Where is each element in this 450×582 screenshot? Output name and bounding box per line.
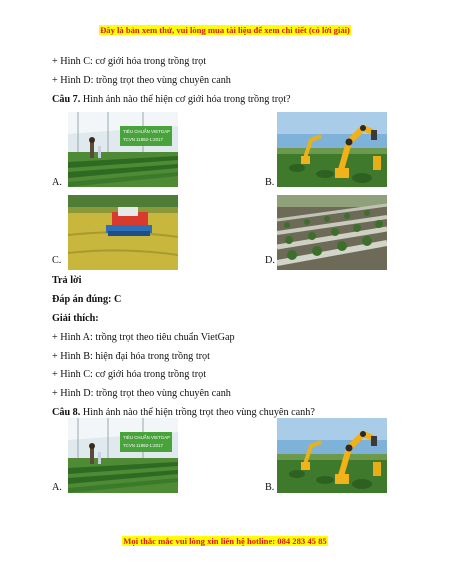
figure-greenhouse-vietgap <box>68 112 178 187</box>
option-d-label: D. <box>265 255 275 266</box>
figure-greenhouse-vietgap-q8 <box>68 418 178 493</box>
question-8-text: Hình ảnh nào thể hiện trồng trọt theo vùng chuyên canh? <box>80 407 315 418</box>
figure-specialized-rows <box>277 195 387 270</box>
explanation-c: + Hình C: cơ giới hóa trong trồng trọt <box>52 369 207 380</box>
figure-robot-arms <box>277 112 387 187</box>
answer-heading: Trả lời <box>52 275 82 286</box>
question-7-text: Hình ảnh nào thể hiện cơ giới hóa trong trồng trọt? <box>80 94 291 105</box>
option-b-label: B. <box>265 177 275 188</box>
vietgap-sign-line1-q8: TIÊU CHUẨN VIETGAP <box>123 435 171 440</box>
explanation-b: + Hình B: hiện đại hóa trong trồng trọt <box>52 351 210 362</box>
question-8-label: Câu 8. <box>52 407 81 418</box>
option-a-label-q8: A. <box>52 482 62 493</box>
figure-robot-arms-q8 <box>277 418 387 493</box>
hotline-banner: Mọi thắc mắc vui lòng xin liên hệ hotline: 084 283 45 85 <box>123 536 327 546</box>
vietgap-sign-line1: TIÊU CHUẨN VIETGAP <box>123 129 171 134</box>
question-7-label: Câu 7. <box>52 94 81 105</box>
vietgap-sign-line2: TCVN 11892-1:2017 <box>123 137 163 142</box>
option-b-label-q8: B. <box>265 482 275 493</box>
correct-answer: Đáp án đúng: C <box>52 294 122 305</box>
explanation-a: + Hình A: trồng trọt theo tiêu chuẩn VietGap <box>52 332 235 343</box>
explanation-line-c: + Hình C: cơ giới hóa trong trồng trọt <box>52 56 207 67</box>
question-8 <box>52 407 315 418</box>
vietgap-sign-line2-q8: TCVN 11892-1:2017 <box>123 443 163 448</box>
explanation-line-d: + Hình D: trồng trọt theo vùng chuyên canh <box>52 75 231 86</box>
figure-rice-harvester <box>68 195 178 270</box>
option-a-label: A. <box>52 177 62 188</box>
question-7 <box>52 94 291 105</box>
preview-notice-banner: Đây là bản xem thử, vui lòng mua tài liệu để xem chi tiết (có lời giải) <box>100 25 350 35</box>
explanation-d: + Hình D: trồng trọt theo vùng chuyên canh <box>52 388 231 399</box>
option-c-label: C. <box>52 255 62 266</box>
explanation-heading: Giải thích: <box>52 313 99 324</box>
